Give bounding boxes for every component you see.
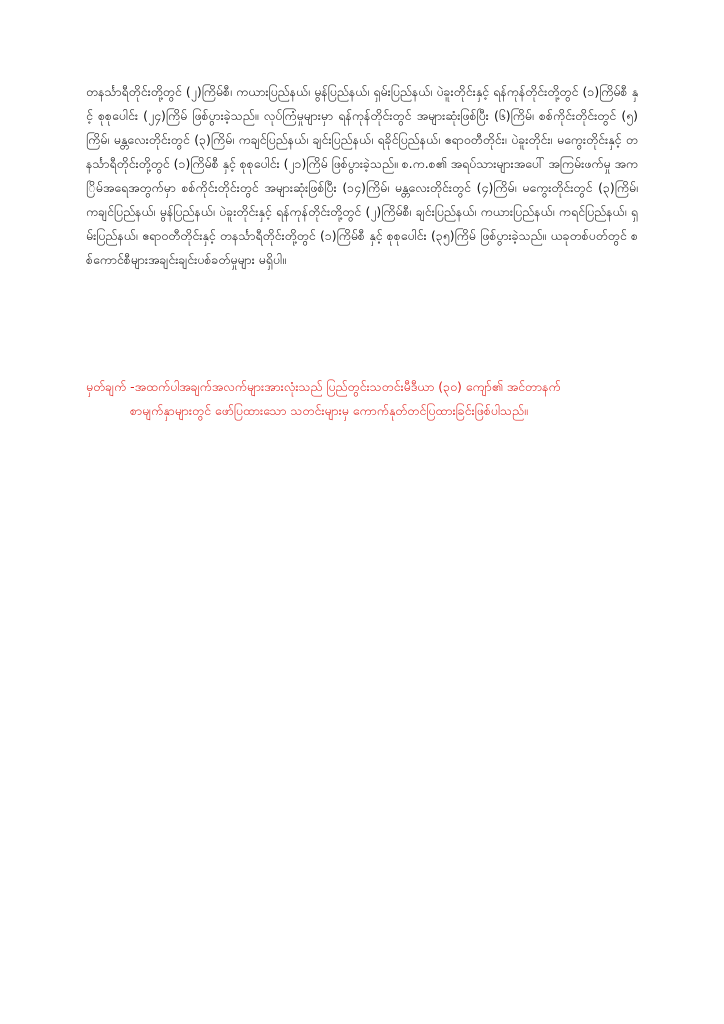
- footnote-line-1: မှတ်ချက် -အထက်ပါအချက်အလက်များအားလုံးသည် ပြည်တွင်းသတင်းမီဒီယာ (၃၀) ကျော်၏ အင်တာနက်: [86, 379, 561, 394]
- body-paragraph: တနင်္သာရီတိုင်းတို့တွင် (၂)ကြိမ်စီ၊ ကယားပြည်နယ်၊ မွန်ပြည်နယ်၊ ရှမ်းပြည်နယ်၊ ပဲခူးတိုင်းနှင့် ရန်ကုန်တိုင်းတို့တွင် (၁)ကြိမ်စီ နှင့် စုစုပေါင်း (၂၄)ကြိမ် ဖြစ်ပွားခဲ့သည်။ လုပ်ကြံမှုများမှာ ရန်ကုန်တိုင်းတွင် အများဆုံးဖြစ်ပြီး (၆)ကြိမ်၊ စစ်ကိုင်းတိုင်းတွင် (၅)ကြိမ်၊ မန္တလေးတိုင်းတွင် (၃)ကြိမ်၊ ကချင်ပြည်နယ်၊ ချင်းပြည်နယ်၊ ရခိုင်ပြည်နယ်၊ ဧရာဝတီတိုင်း၊ ပဲခူးတိုင်း၊ မကွေးတိုင်းနှင့် တနင်္သာရီတိုင်းတို့တွင် (၁)ကြိမ်စီ နှင့် စုစုပေါင်း (၂၁)ကြိမ် ဖြစ်ပွားခဲ့သည်။ စ.က.စ၏ အရပ်သားများအပေါ် အကြမ်းဖက်မှု အကြိမ်အရေအတွက်မှာ စစ်ကိုင်းတိုင်းတွင် အများဆုံးဖြစ်ပြီး (၁၄)ကြိမ်၊ မန္တလေးတိုင်းတွင် (၄)ကြိမ်၊ မကွေးတိုင်းတွင် (၃)ကြိမ်၊ ကချင်ပြည်နယ်၊ မွန်ပြည်နယ်၊ ပဲခူးတိုင်းနှင့် ရန်ကုန်တိုင်းတို့တွင် (၂)ကြိမ်စီ၊ ချင်းပြည်နယ်၊ ကယားပြည်နယ်၊ ကရင်ပြည်နယ်၊ ရှမ်းပြည်နယ်၊ ဧရာဝတီတိုင်းနှင့် တနင်္သာရီတိုင်းတို့တွင် (၁)ကြိမ်စီ နှင့် စုစုပေါင်း (၃၅)ကြိမ် ဖြစ်ပွားခဲ့သည်။ ယခုတစ်ပတ်တွင် စစ်ကောင်စီများအချင်းချင်းပစ်ခတ်မှုများ မရှိပါ။: [86, 84, 638, 267]
- footnote-line-2: စာမျက်နှာများတွင် ဖော်ပြထားသော သတင်းများမှ ကောက်နုတ်တင်ပြထားခြင်းဖြစ်ပါသည်။: [130, 403, 528, 418]
- footnote: [86, 375, 646, 423]
